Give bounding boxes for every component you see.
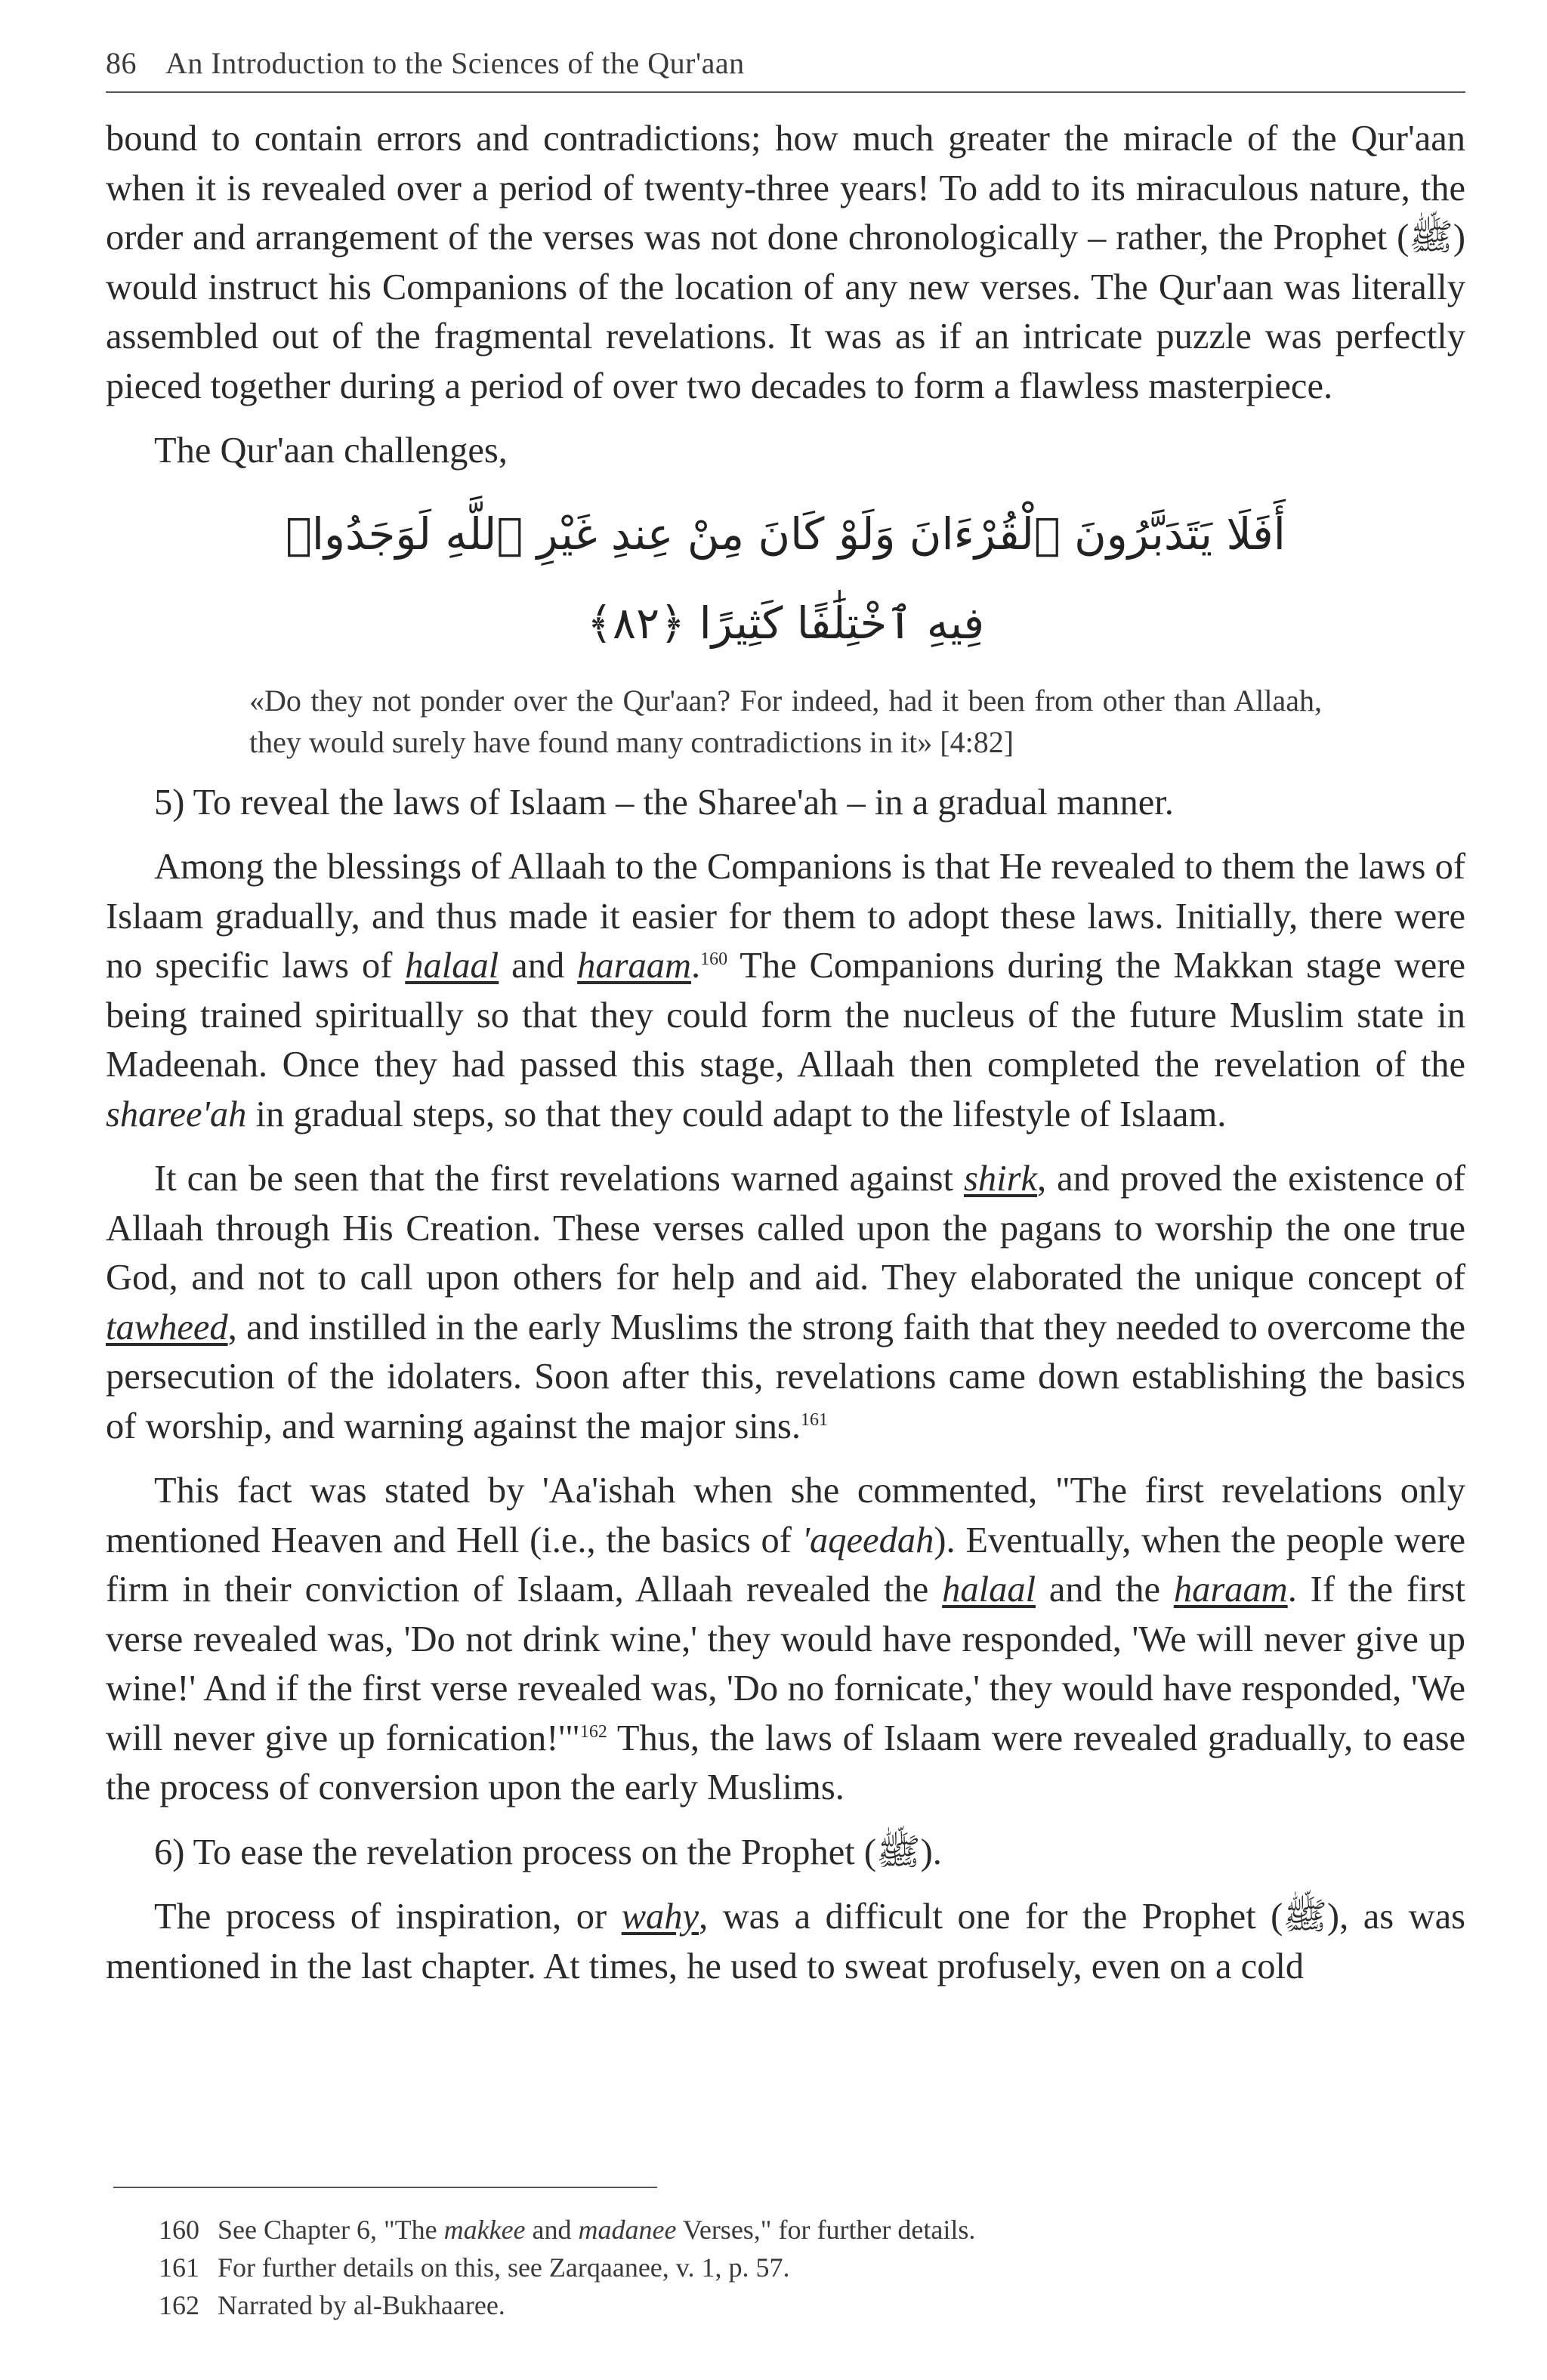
paragraph-aaishah: This fact was stated by 'Aa'ishah when she commented, "The first revelations only mentioned Heaven and Hell (i.e., the basics of 'aqeedah). Eventually, when the people were firm in their conviction of Islaam, Allaah revealed the halaal and the haraam. If the first verse revealed was, 'Do not drink wine,' they would have responded, 'We will never give up wine!' And if the first verse revealed was, 'Do no fornicate,' they would have responded, 'We will never give up fornication!'"$^{162}$ Thus, the laws of Islaam were revealed gradually, to ease the process of conversion upon the early Muslims. [106, 1471, 1465, 1807]
footnote-ref-162[interactable]: 162 [579, 1721, 607, 1742]
paragraph-wahy: The process of inspiration, or wahy, was a difficult one for the Prophet (ﷺ), as was mentioned in the last chapter. At times, he used to sweat profusely, even on a cold [106, 1897, 1466, 1986]
term-haraam: haraam [577, 946, 692, 986]
footnote-162: 162 Narrated by al-Bukhaaree. [159, 2290, 505, 2320]
quran-verse-arabic [106, 489, 1465, 668]
page-number: 86 [106, 46, 137, 80]
book-title: An Introduction to the Sciences of the Qur'aan [165, 46, 745, 80]
body-text [106, 114, 1465, 1991]
term-haraam-2: haraam [1173, 1570, 1288, 1610]
paragraph-blessings: Among the blessings of Allaah to the Companions is that He revealed to them the laws of Islaam gradually, and thus made it easier for them to adopt these laws. Initially, there were no specific laws of halaal and haraam.$^{160}$ The Companions during the Makkan stage were being trained spiritually so that they could form the nucleus of the future Muslim state in Madeenah. Once they had passed this stage, Allaah then completed the revelation of the sharee'ah in gradual steps, so that they could adapt to the lifestyle of Islaam. [106, 847, 1466, 1134]
term-shareeah: sharee'ah [106, 1094, 247, 1134]
paragraph-challenge-intro: The Qur'aan challenges, [154, 431, 508, 471]
arabic-line-1: أَفَلَا يَتَدَبَّرُونَ ٱلْقُرْءَانَ وَلَوْ كَانَ مِنْ عِندِ غَيْرِ ٱللَّهِ لَوَجَدُوا۟ [286, 508, 1286, 560]
running-head [106, 45, 1465, 93]
paragraph-continuation: bound to contain errors and contradictions; how much greater the miracle of the Qur'aan when it is revealed over a period of twenty-three years! To add to its miraculous nature, the order and arrangement of the verses was not done chronologically – rather, the Prophet (ﷺ) would instruct his Companions of the location of any new verses. The Qur'aan was literally assembled out of the fragmental revelations. It was as if an intricate puzzle was perfectly pieced together during a period of over two decades to form a flawless masterpiece. [106, 119, 1465, 406]
term-halaal: halaal [405, 946, 499, 986]
verse-translation: «Do they not ponder over the Qur'aan? For indeed, had it been from other than Allaah, they would surely have found many contradictions in it» [4:82] [249, 683, 1322, 759]
term-shirk: shirk [964, 1159, 1038, 1199]
footnotes [113, 2187, 1397, 2324]
footnote-divider [113, 2187, 657, 2188]
term-halaal-2: halaal [942, 1570, 1036, 1610]
arabic-line-2: فِيهِ ٱخْتِلَٰفًا كَثِيرًا ﴿٨٢﴾ [586, 597, 985, 649]
footnote-ref-161[interactable]: 161 [800, 1409, 828, 1430]
term-tawheed: tawheed [106, 1307, 228, 1347]
paragraph-first-revelations: It can be seen that the first revelations warned against shirk, and proved the existence of Allaah through His Creation. These verses called upon the pagans to worship the one true God, and not to call upon others for help and aid. They elaborated the unique concept of tawheed, and instilled in the early Muslims the strong faith that they needed to overcome the persecution of the idolaters. Soon after this, revelations came down establishing the basics of worship, and warning against the major sins.$^{161}$ [106, 1159, 1465, 1446]
point-5-heading: 5) To reveal the laws of Islaam – the Sharee'ah – in a gradual manner. [154, 782, 1174, 823]
footnote-161: 161 For further details on this, see Zarqaanee, v. 1, p. 57. [159, 2252, 790, 2283]
term-aqeedah: 'aqeedah [801, 1520, 934, 1560]
book-page [106, 45, 1465, 1991]
term-wahy: wahy [621, 1897, 699, 1937]
footnote-160: 160 See Chapter 6, "The makkee and madanee Verses," for further details. [159, 2215, 976, 2245]
point-6-heading: 6) To ease the revelation process on the Prophet (ﷺ). [154, 1832, 942, 1872]
footnote-ref-160[interactable]: 160 [700, 949, 728, 969]
